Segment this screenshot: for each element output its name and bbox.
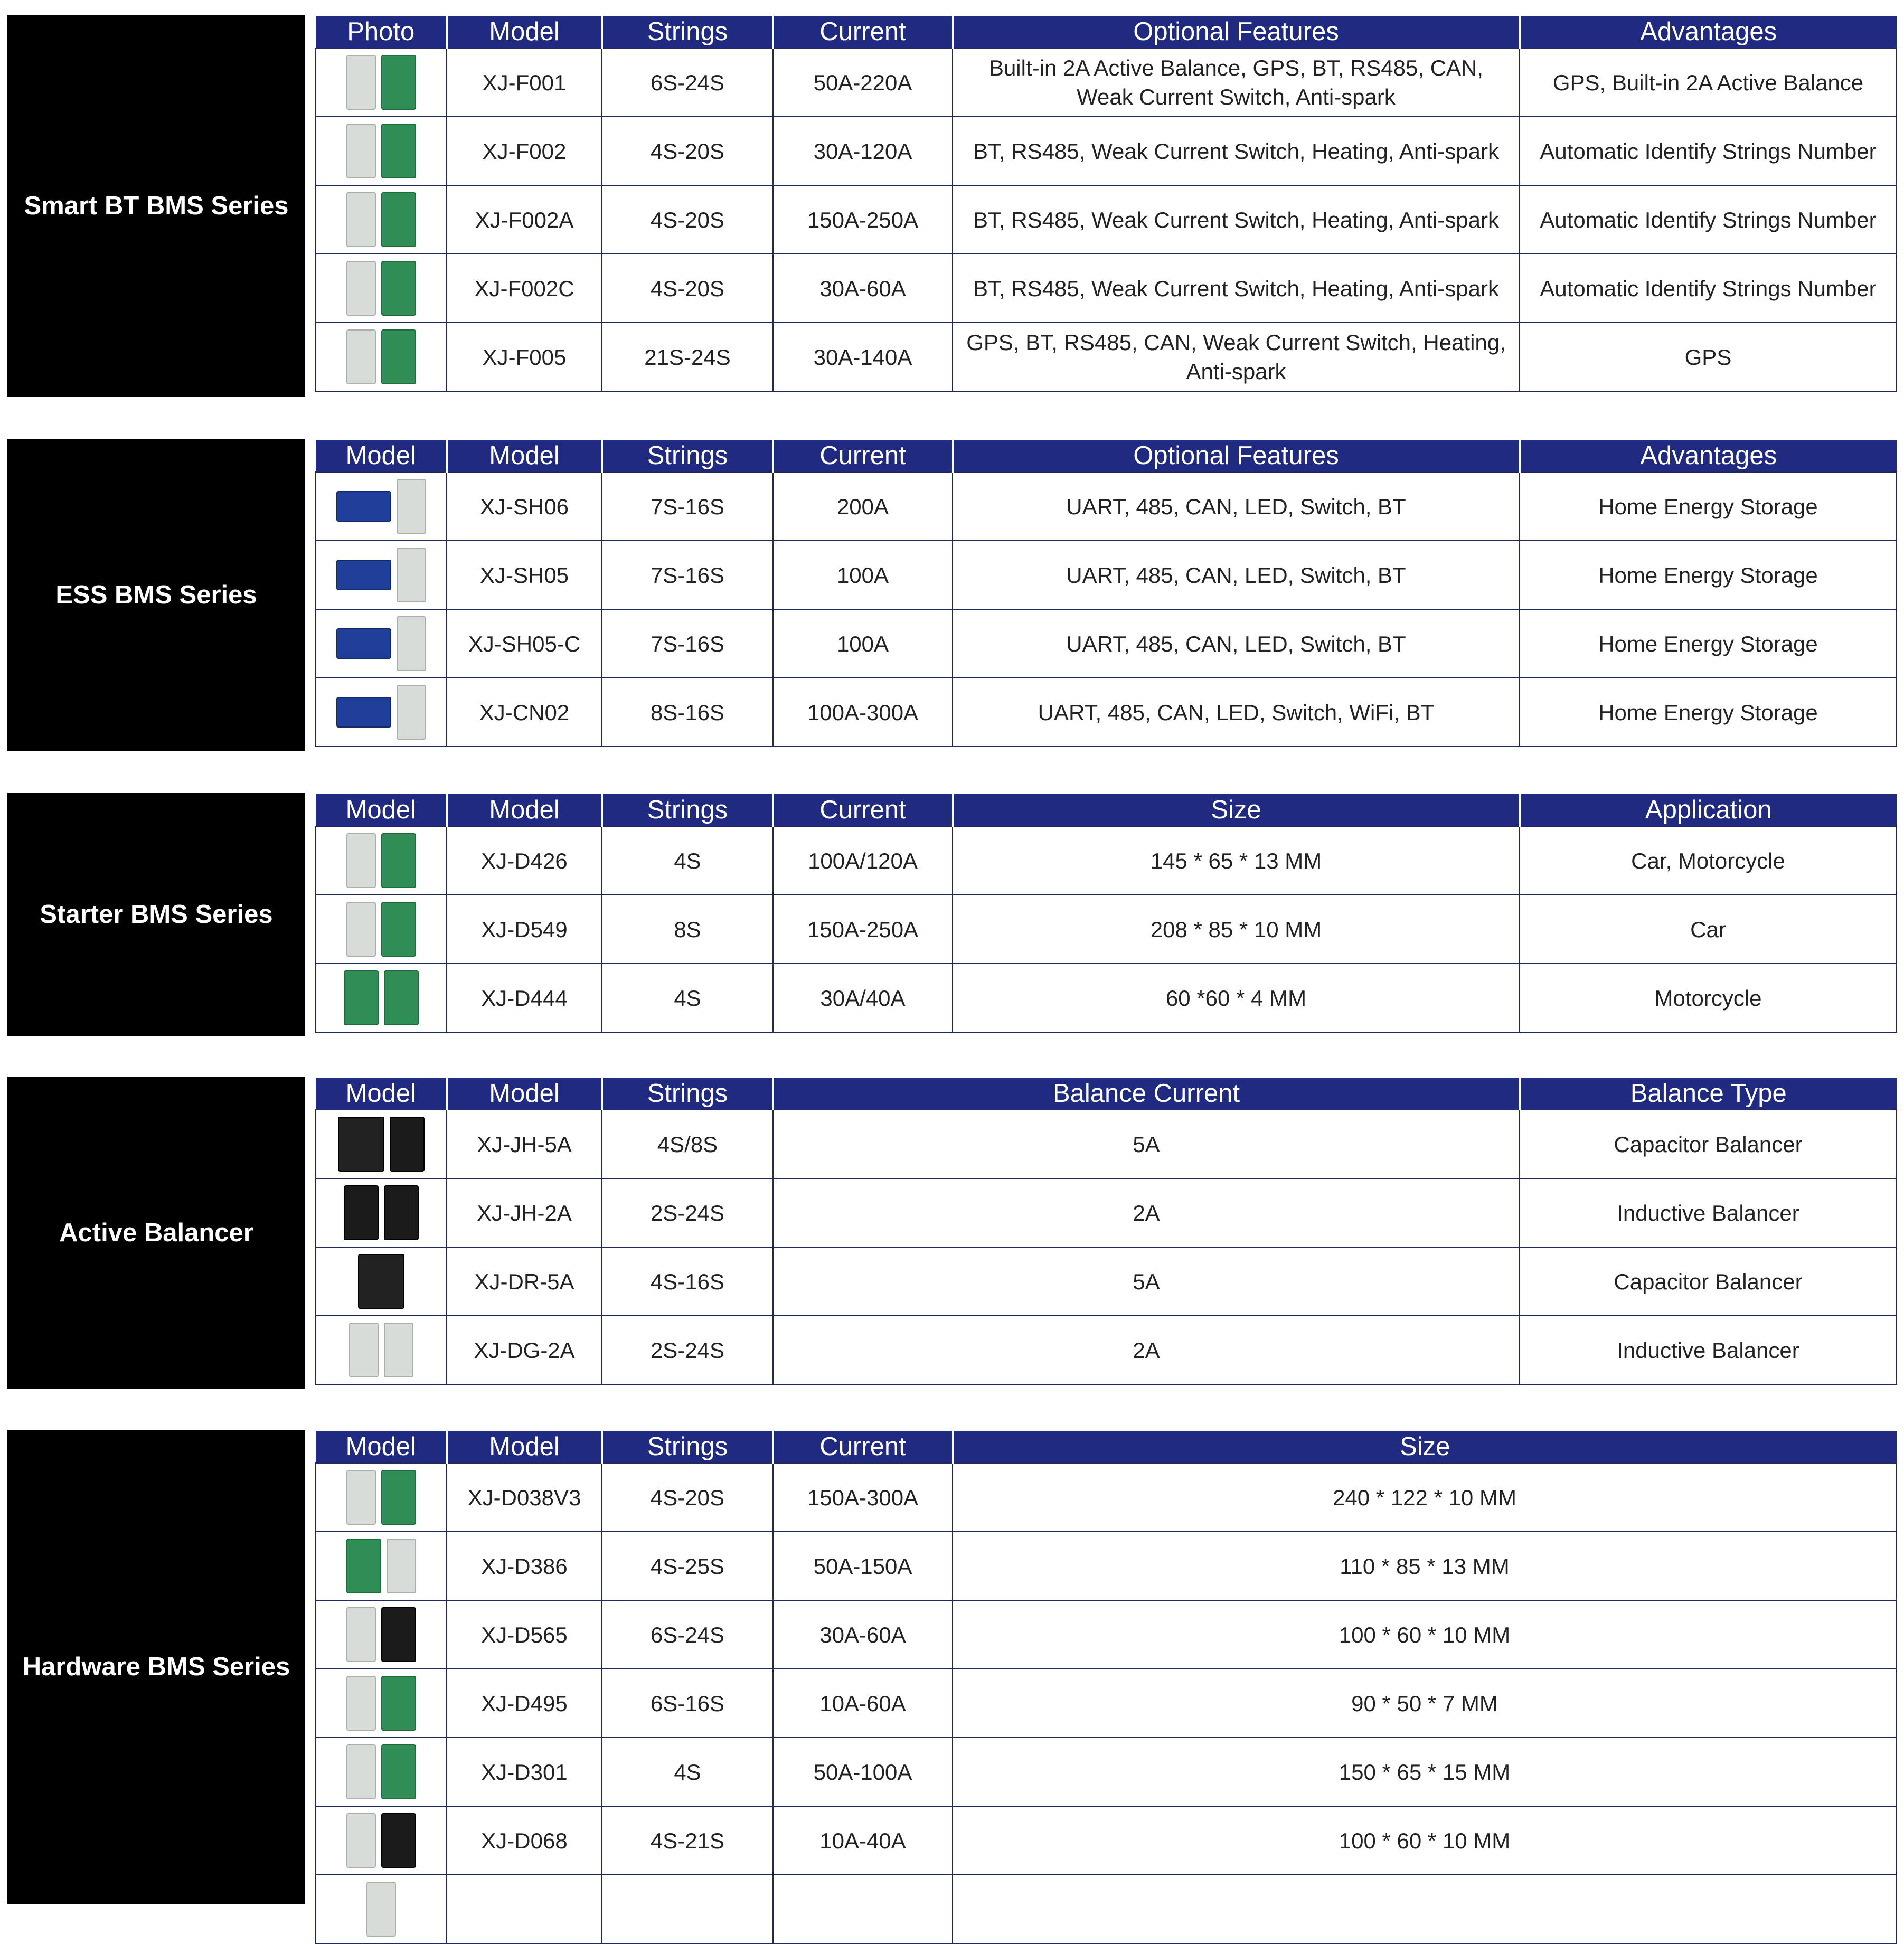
model-cell: XJ-JH-2A	[447, 1178, 602, 1247]
features-cell: Built-in 2A Active Balance, GPS, BT, RS485, CAN, Weak Current Switch, Anti-spark	[953, 48, 1520, 117]
application-cell: Car	[1520, 895, 1897, 964]
table-row	[316, 609, 1897, 678]
balance-type-cell: Capacitor Balancer	[1520, 1247, 1897, 1316]
table-row	[316, 826, 1897, 895]
table-hardware	[315, 1431, 1897, 1944]
col-header: Balance Current	[773, 1078, 1520, 1110]
product-photo	[316, 1110, 447, 1178]
col-header: Balance Type	[1520, 1078, 1897, 1110]
col-header: Strings	[602, 16, 773, 48]
current-cell: 200A	[773, 472, 953, 541]
col-header: Model	[316, 794, 447, 826]
strings-cell: 7S-16S	[602, 541, 773, 609]
model-cell: XJ-DR-5A	[447, 1247, 602, 1316]
section-title: Starter BMS Series	[40, 900, 273, 929]
current-cell: 30A-60A	[773, 1600, 953, 1669]
product-photo	[316, 1600, 447, 1669]
model-cell: XJ-DG-2A	[447, 1316, 602, 1384]
balance-type-cell: Inductive Balancer	[1520, 1178, 1897, 1247]
size-cell: 90 * 50 * 7 MM	[953, 1669, 1897, 1738]
balance-current-cell: 2A	[773, 1316, 1520, 1384]
model-cell: XJ-D386	[447, 1532, 602, 1600]
model-cell: XJ-F002	[447, 117, 602, 185]
strings-cell: 4S-20S	[602, 185, 773, 254]
size-cell	[953, 1875, 1897, 1943]
section-label-starter	[7, 793, 305, 1036]
table-row	[316, 185, 1897, 254]
current-cell: 50A-150A	[773, 1532, 953, 1600]
balance-current-cell: 5A	[773, 1247, 1520, 1316]
current-cell: 150A-250A	[773, 895, 953, 964]
advantages-cell: GPS	[1520, 323, 1897, 391]
col-header: Optional Features	[953, 440, 1520, 472]
col-header: Strings	[602, 1078, 773, 1110]
advantages-cell: Automatic Identify Strings Number	[1520, 254, 1897, 323]
strings-cell: 4S-20S	[602, 254, 773, 323]
col-header: Model	[447, 1431, 602, 1463]
features-cell: BT, RS485, Weak Current Switch, Heating, Anti-spark	[953, 185, 1520, 254]
product-photo	[316, 472, 447, 541]
section-title: ESS BMS Series	[55, 581, 257, 609]
col-header: Model	[447, 16, 602, 48]
section-title: Hardware BMS Series	[22, 1653, 290, 1681]
size-cell: 100 * 60 * 10 MM	[953, 1600, 1897, 1669]
size-cell: 145 * 65 * 13 MM	[953, 826, 1520, 895]
model-cell: XJ-SH06	[447, 472, 602, 541]
model-cell: XJ-JH-5A	[447, 1110, 602, 1178]
product-photo	[316, 1247, 447, 1316]
strings-cell: 7S-16S	[602, 609, 773, 678]
strings-cell: 2S-24S	[602, 1178, 773, 1247]
table-smart-bt	[315, 16, 1897, 392]
model-cell: XJ-D565	[447, 1600, 602, 1669]
product-photo	[316, 1178, 447, 1247]
model-cell: XJ-F002A	[447, 185, 602, 254]
strings-cell: 4S	[602, 1738, 773, 1806]
strings-cell: 4S	[602, 826, 773, 895]
table-header-row	[316, 1078, 1897, 1110]
model-cell: XJ-F005	[447, 323, 602, 391]
advantages-cell: Automatic Identify Strings Number	[1520, 185, 1897, 254]
current-cell: 30A/40A	[773, 964, 953, 1032]
table-row	[316, 1247, 1897, 1316]
strings-cell: 6S-24S	[602, 1600, 773, 1669]
table-row	[316, 1110, 1897, 1178]
col-header: Strings	[602, 440, 773, 472]
col-header: Current	[773, 440, 953, 472]
strings-cell: 8S	[602, 895, 773, 964]
strings-cell: 4S/8S	[602, 1110, 773, 1178]
model-cell: XJ-D038V3	[447, 1463, 602, 1532]
section-title: Active Balancer	[59, 1219, 253, 1247]
features-cell: BT, RS485, Weak Current Switch, Heating, Anti-spark	[953, 117, 1520, 185]
table-row	[316, 323, 1897, 391]
table-row	[316, 1875, 1897, 1943]
current-cell: 10A-40A	[773, 1806, 953, 1875]
model-cell: XJ-F002C	[447, 254, 602, 323]
model-cell: XJ-SH05-C	[447, 609, 602, 678]
product-photo	[316, 323, 447, 391]
col-header: Optional Features	[953, 16, 1520, 48]
product-photo	[316, 117, 447, 185]
size-cell: 240 * 122 * 10 MM	[953, 1463, 1897, 1532]
strings-cell: 4S-21S	[602, 1806, 773, 1875]
size-cell: 150 * 65 * 15 MM	[953, 1738, 1897, 1806]
product-photo	[316, 1669, 447, 1738]
table-row	[316, 895, 1897, 964]
product-photo	[316, 48, 447, 117]
strings-cell: 8S-16S	[602, 678, 773, 747]
table-row	[316, 1600, 1897, 1669]
model-cell: XJ-D495	[447, 1669, 602, 1738]
balance-current-cell: 5A	[773, 1110, 1520, 1178]
col-header: Advantages	[1520, 440, 1897, 472]
model-cell	[447, 1875, 602, 1943]
table-header-row	[316, 440, 1897, 472]
section-label-ess	[7, 439, 305, 751]
col-header: Current	[773, 794, 953, 826]
size-cell: 100 * 60 * 10 MM	[953, 1806, 1897, 1875]
strings-cell: 21S-24S	[602, 323, 773, 391]
strings-cell: 6S-24S	[602, 48, 773, 117]
col-header: Model	[447, 1078, 602, 1110]
product-photo	[316, 895, 447, 964]
table-row	[316, 964, 1897, 1032]
section-label-hardware	[7, 1430, 305, 1904]
model-cell: XJ-D426	[447, 826, 602, 895]
product-photo	[316, 1875, 447, 1943]
table-row	[316, 1669, 1897, 1738]
advantages-cell: Home Energy Storage	[1520, 472, 1897, 541]
model-cell: XJ-SH05	[447, 541, 602, 609]
table-row	[316, 117, 1897, 185]
table-row	[316, 48, 1897, 117]
current-cell: 150A-300A	[773, 1463, 953, 1532]
size-cell: 208 * 85 * 10 MM	[953, 895, 1520, 964]
size-cell: 60 *60 * 4 MM	[953, 964, 1520, 1032]
strings-cell: 7S-16S	[602, 472, 773, 541]
col-header: Photo	[316, 16, 447, 48]
strings-cell: 4S-25S	[602, 1532, 773, 1600]
model-cell: XJ-CN02	[447, 678, 602, 747]
col-header: Size	[953, 1431, 1897, 1463]
product-photo	[316, 185, 447, 254]
current-cell: 30A-140A	[773, 323, 953, 391]
balance-current-cell: 2A	[773, 1178, 1520, 1247]
features-cell: BT, RS485, Weak Current Switch, Heating, Anti-spark	[953, 254, 1520, 323]
col-header: Model	[316, 440, 447, 472]
product-photo	[316, 609, 447, 678]
current-cell: 150A-250A	[773, 185, 953, 254]
table-row	[316, 254, 1897, 323]
col-header: Strings	[602, 1431, 773, 1463]
strings-cell: 6S-16S	[602, 1669, 773, 1738]
current-cell	[773, 1875, 953, 1943]
product-photo	[316, 964, 447, 1032]
current-cell: 30A-120A	[773, 117, 953, 185]
product-photo	[316, 1532, 447, 1600]
features-cell: UART, 485, CAN, LED, Switch, BT	[953, 609, 1520, 678]
table-active-balancer	[315, 1078, 1897, 1385]
size-cell: 110 * 85 * 13 MM	[953, 1532, 1897, 1600]
col-header: Model	[447, 794, 602, 826]
table-row	[316, 1178, 1897, 1247]
product-photo	[316, 826, 447, 895]
advantages-cell: GPS, Built-in 2A Active Balance	[1520, 48, 1897, 117]
balance-type-cell: Capacitor Balancer	[1520, 1110, 1897, 1178]
section-title: Smart BT BMS Series	[24, 192, 289, 220]
section-label-smart-bt	[7, 15, 305, 397]
table-row	[316, 1738, 1897, 1806]
strings-cell	[602, 1875, 773, 1943]
table-row	[316, 541, 1897, 609]
product-photo	[316, 1806, 447, 1875]
table-header-row	[316, 16, 1897, 48]
table-row	[316, 472, 1897, 541]
table-row	[316, 1463, 1897, 1532]
product-photo	[316, 678, 447, 747]
col-header: Model	[316, 1078, 447, 1110]
model-cell: XJ-F001	[447, 48, 602, 117]
application-cell: Car, Motorcycle	[1520, 826, 1897, 895]
features-cell: UART, 485, CAN, LED, Switch, BT	[953, 541, 1520, 609]
current-cell: 50A-220A	[773, 48, 953, 117]
strings-cell: 4S-20S	[602, 1463, 773, 1532]
product-photo	[316, 1463, 447, 1532]
strings-cell: 4S	[602, 964, 773, 1032]
current-cell: 50A-100A	[773, 1738, 953, 1806]
current-cell: 30A-60A	[773, 254, 953, 323]
features-cell: GPS, BT, RS485, CAN, Weak Current Switch, Heating, Anti-spark	[953, 323, 1520, 391]
advantages-cell: Home Energy Storage	[1520, 541, 1897, 609]
model-cell: XJ-D301	[447, 1738, 602, 1806]
features-cell: UART, 485, CAN, LED, Switch, WiFi, BT	[953, 678, 1520, 747]
col-header: Model	[316, 1431, 447, 1463]
table-ess	[315, 440, 1897, 747]
advantages-cell: Home Energy Storage	[1520, 678, 1897, 747]
table-row	[316, 678, 1897, 747]
product-photo	[316, 254, 447, 323]
table-row	[316, 1806, 1897, 1875]
model-cell: XJ-D549	[447, 895, 602, 964]
balance-type-cell: Inductive Balancer	[1520, 1316, 1897, 1384]
model-cell: XJ-D444	[447, 964, 602, 1032]
advantages-cell: Home Energy Storage	[1520, 609, 1897, 678]
features-cell: UART, 485, CAN, LED, Switch, BT	[953, 472, 1520, 541]
strings-cell: 4S-20S	[602, 117, 773, 185]
section-label-active-balancer	[7, 1077, 305, 1389]
current-cell: 10A-60A	[773, 1669, 953, 1738]
current-cell: 100A/120A	[773, 826, 953, 895]
advantages-cell: Automatic Identify Strings Number	[1520, 117, 1897, 185]
col-header: Current	[773, 16, 953, 48]
application-cell: Motorcycle	[1520, 964, 1897, 1032]
col-header: Size	[953, 794, 1520, 826]
table-row	[316, 1316, 1897, 1384]
product-photo	[316, 541, 447, 609]
model-cell: XJ-D068	[447, 1806, 602, 1875]
col-header: Strings	[602, 794, 773, 826]
col-header: Model	[447, 440, 602, 472]
current-cell: 100A-300A	[773, 678, 953, 747]
table-header-row	[316, 1431, 1897, 1463]
col-header: Current	[773, 1431, 953, 1463]
current-cell: 100A	[773, 609, 953, 678]
col-header: Advantages	[1520, 16, 1897, 48]
product-photo	[316, 1738, 447, 1806]
table-header-row	[316, 794, 1897, 826]
current-cell: 100A	[773, 541, 953, 609]
col-header: Application	[1520, 794, 1897, 826]
table-row	[316, 1532, 1897, 1600]
product-photo	[316, 1316, 447, 1384]
strings-cell: 2S-24S	[602, 1316, 773, 1384]
strings-cell: 4S-16S	[602, 1247, 773, 1316]
table-starter	[315, 794, 1897, 1033]
